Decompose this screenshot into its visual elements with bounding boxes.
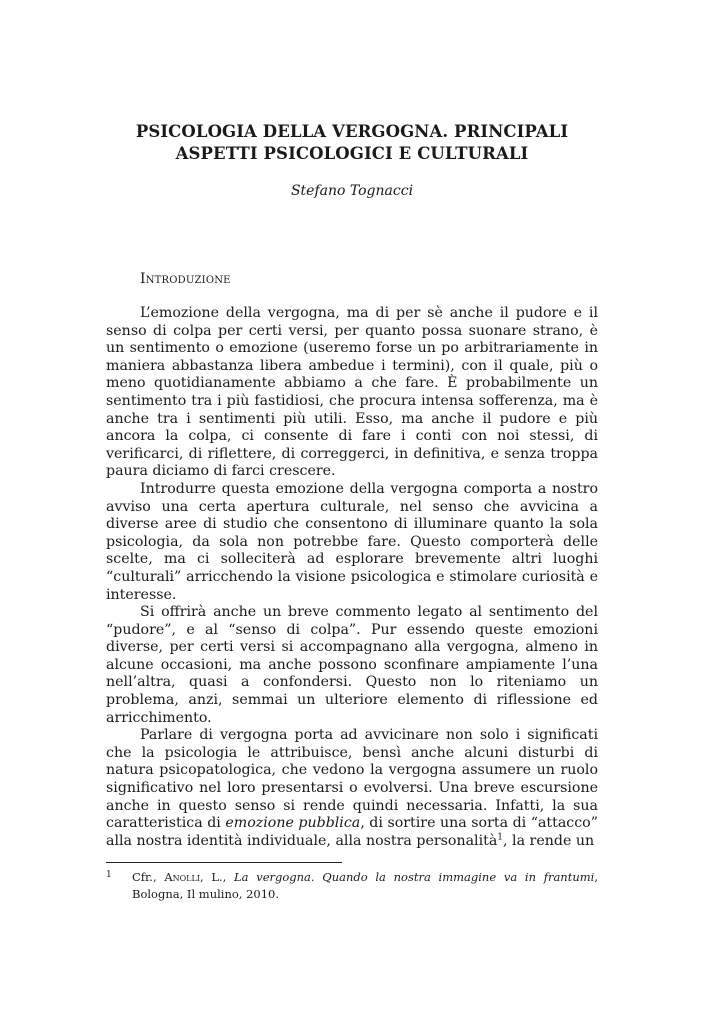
paragraph-3: Si offrirà anche un breve commento legato al sentimento del “pudore”, e al “senso di colpa”. Pur essendo queste emozioni diverse, per certi versi si accompagnano alla vergogna, almeno in alcune occasioni, ma anche possono sconfinare ampiamente l’una nell’altra, quasi a confondersi. Questo non lo riteniamo un problema, anzi, semmai un ulteriore elemento di riflessione ed arricchimento. (106, 604, 598, 726)
footnote (106, 869, 598, 903)
paper-title (106, 121, 598, 165)
footnote-divider (106, 862, 342, 863)
paragraph-4 (106, 727, 598, 850)
paragraph-4-middle: , di sortire una sorta di “attacco” alla nostra identità individuale, alla nostra personalità (106, 815, 598, 849)
footnote-publisher: , Bologna, Il mulino, 2010. (132, 870, 598, 901)
paragraph-2: Introdurre questa emozione della vergogna comporta a nostro avviso una certa apertura culturale, nel senso che avvicina a diverse aree di studio che consentono di illuminare quanto la sola psicologia, da sola non potrebbe fare. Questo comporterà delle scelte, ma ci solleciterà ad esplorare brevemente altri luoghi “culturali” arricchendo la visione psicologica e stimolare curiosità e interesse. (106, 480, 598, 603)
footnote-prefix: Cfr., (132, 870, 165, 884)
paragraph-1: L’emozione della vergogna, ma di per sè anche il pudore e il senso di colpa per certi versi, per quanto possa suonare strano, è un sentimento o emozione (useremo forse un po arbitrariamente in maniera abbastanza libera ambedue i termini), con il quale, più o meno quotidianamente abbiamo a che fare. È probabilmente un sentimento tra i più fastidiosi, che procura intensa sofferenza, ma è anche tra i sentimenti più utili. Esso, ma anche il pudore e più ancora la colpa, ci consente di fare i conti con noi stessi, di verificarci, di riflettere, di correggerci, in definitiva, e senza troppa paura diciamo di farci crescere. (106, 305, 598, 480)
footnote-work: La vergogna. Quando la nostra immagine va in frantumi (234, 870, 595, 884)
title-line-1: PSICOLOGIA DELLA VERGOGNA. PRINCIPALI (135, 122, 569, 141)
footnote-reference[interactable]: 1 (497, 832, 504, 843)
paragraph-4-end: , la rende un (503, 832, 595, 849)
footnote-separator: , (222, 870, 234, 884)
footnote-text (132, 869, 598, 903)
section-heading: Introduzione (140, 271, 231, 287)
footnote-number: 1 (106, 870, 112, 880)
title-line-2: ASPETTI PSICOLOGICI E CULTURALI (175, 144, 529, 163)
body-text (106, 305, 598, 850)
paragraph-4-start: Parlare di vergogna porta ad avvicinare non solo i significati che la psicologia le attribuisce, bensì anche alcuni disturbi di natura psicopatologica, che vedono la vergogna assumere un ruolo significativo nel loro presentarsi o evolversi. Una breve escursione anche in questo senso si rende quindi necessaria. Infatti, la sua caratteristica di (106, 727, 598, 832)
footnote-author: Anolli, L. (164, 870, 223, 884)
author-name: Stefano Tognacci (290, 183, 414, 199)
paragraph-4-emphasis: emozione pubblica (225, 815, 361, 832)
